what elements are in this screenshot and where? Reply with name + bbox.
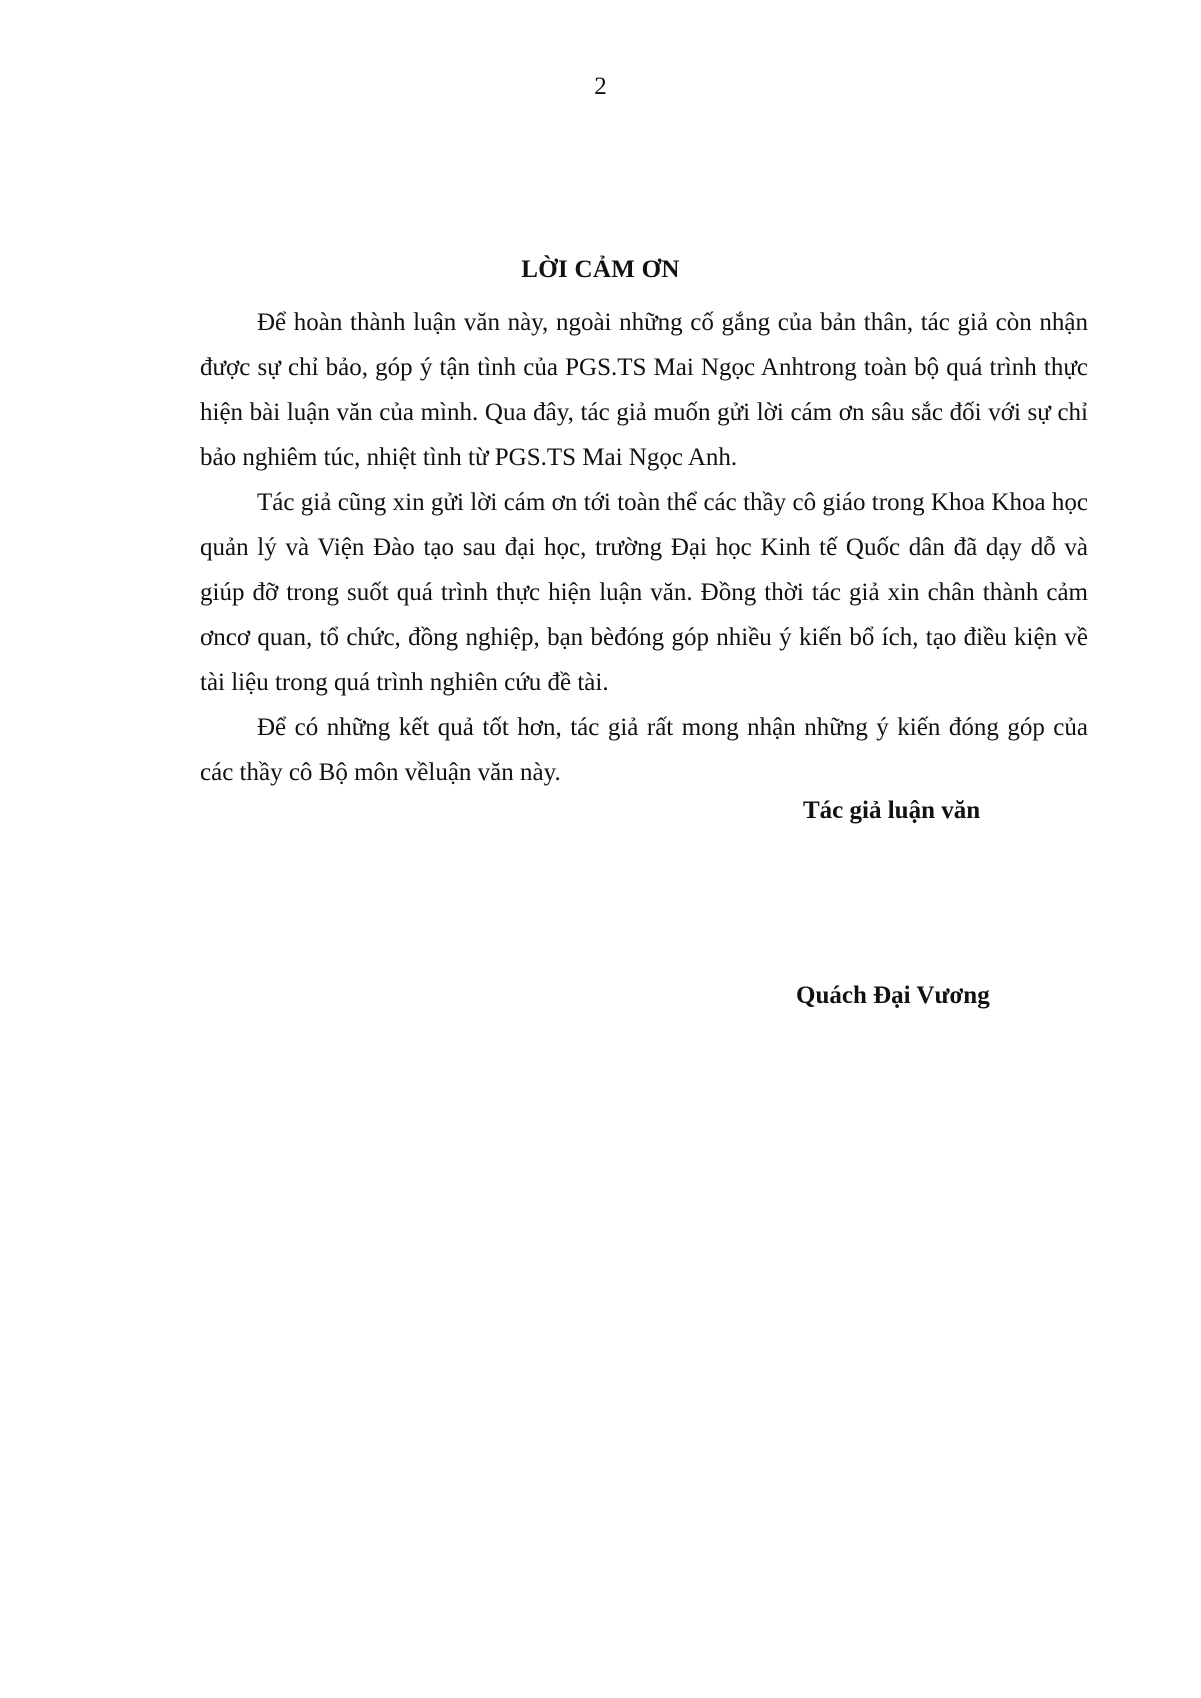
paragraph-3: Để có những kết quả tốt hơn, tác giả rất mong nhận những ý kiến đóng góp của các thầy cô Bộ môn vềluận văn này. bbox=[200, 714, 1088, 786]
page-number: 2 bbox=[594, 73, 607, 100]
paragraph-1: Để hoàn thành luận văn này, ngoài những cố gắng của bản thân, tác giả còn nhận được sự chỉ bảo, góp ý tận tình của PGS.TS Mai Ngọc Anhtrong toàn bộ quá trình thực hiện bài luận văn của mình. Qua đây, tác giả muốn gửi lời cám ơn sâu sắc đối với sự chỉ bảo nghiêm túc, nhiệt tình từ PGS.TS Mai Ngọc Anh. bbox=[200, 309, 1088, 471]
signature-title: Tác giả luận văn bbox=[803, 797, 981, 824]
acknowledgement-body bbox=[200, 300, 1088, 795]
page-title: LỜI CẢM ƠN bbox=[521, 256, 680, 283]
paragraph-2: Tác giả cũng xin gửi lời cám ơn tới toàn thể các thầy cô giáo trong Khoa Khoa học quản lý và Viện Đào tạo sau đại học, trường Đại học Kinh tế Quốc dân đã dạy dỗ và giúp đỡ trong suốt quá trình thực hiện luận văn. Đồng thời tác giả xin chân thành cảm ơncơ quan, tổ chức, đồng nghiệp, bạn bèđóng góp nhiều ý kiến bổ ích, tạo điều kiện về tài liệu trong quá trình nghiên cứu đề tài. bbox=[200, 489, 1088, 696]
author-name: Quách Đại Vương bbox=[796, 982, 990, 1009]
